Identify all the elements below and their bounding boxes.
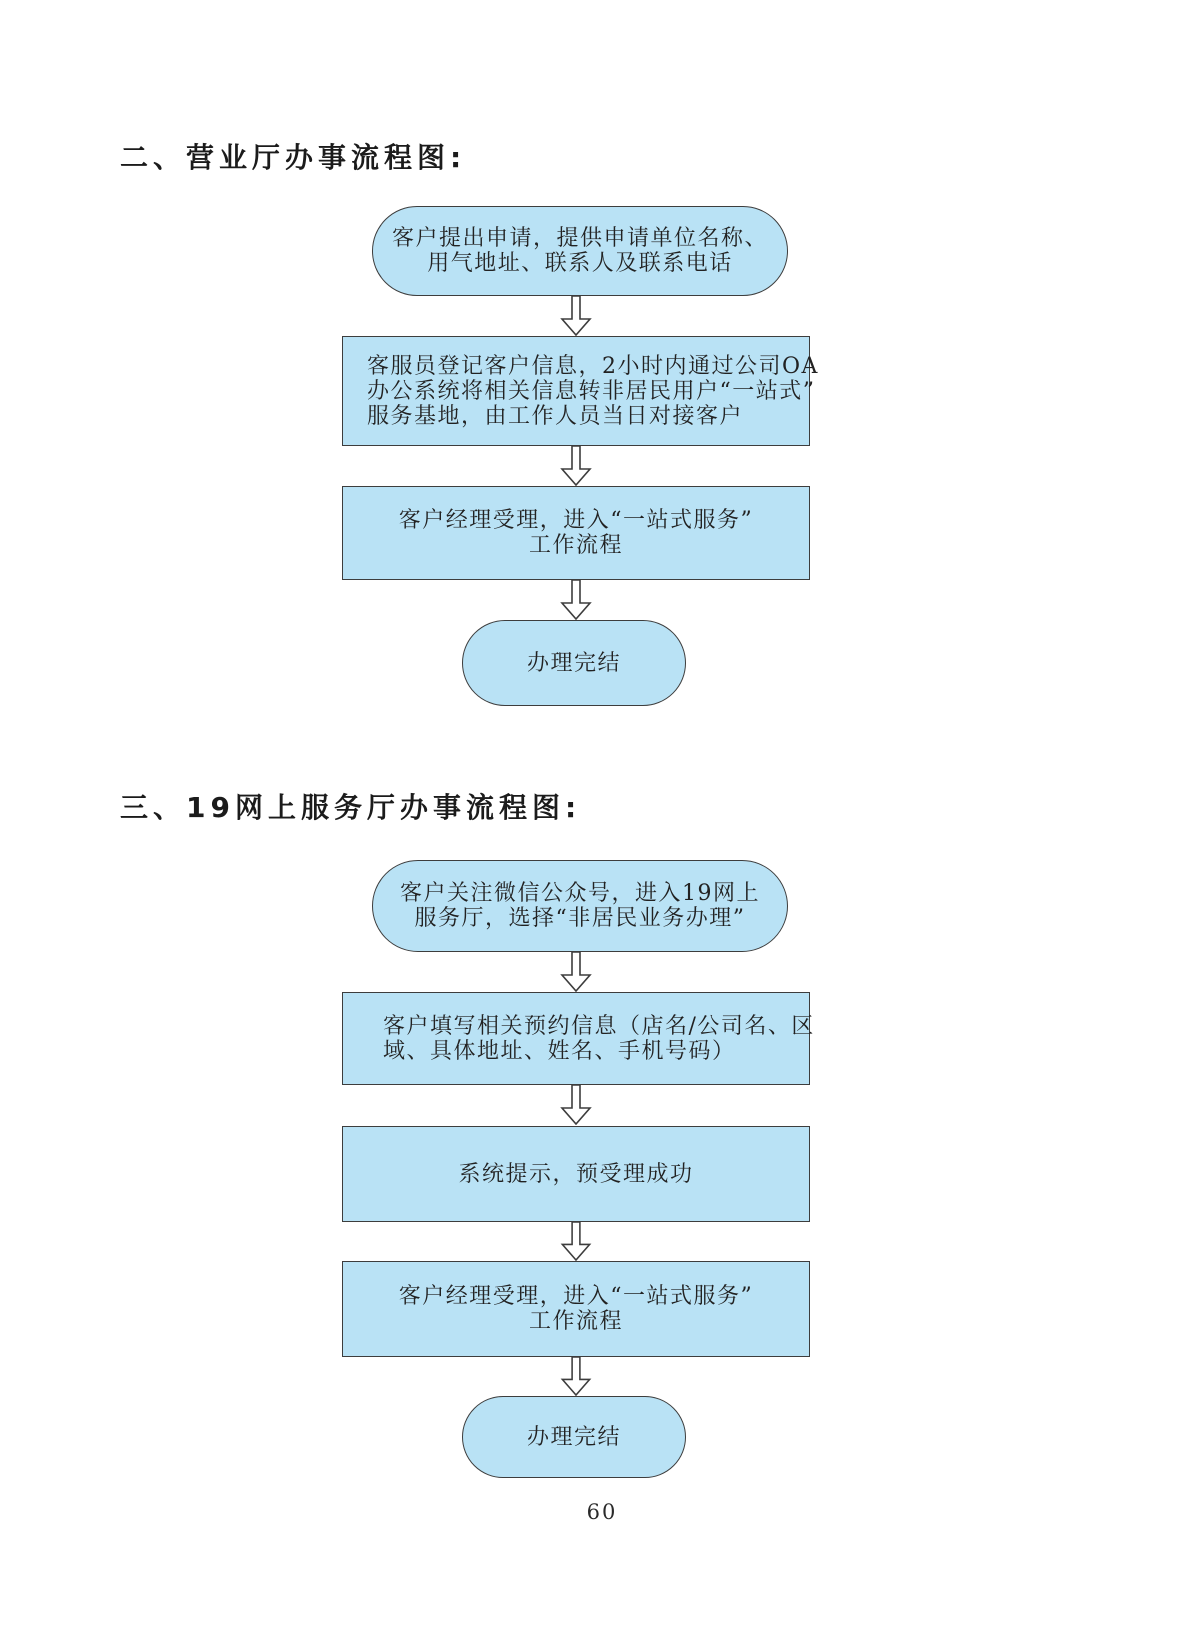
down-arrow-icon (558, 952, 594, 992)
node-text: 办理完结 (526, 1424, 621, 1450)
node-text: 客户经理受理，进入“一站式服务” (398, 1284, 754, 1309)
node-text: 工作流程 (528, 533, 623, 558)
node-text: 工作流程 (528, 1309, 623, 1334)
node-text: 客户提出申请，提供申请单位名称、 (391, 226, 768, 251)
down-arrow-icon (558, 1222, 594, 1261)
node-text: 客户经理受理，进入“一站式服务” (398, 508, 754, 533)
flow2-start-terminator (372, 860, 788, 952)
flow2-step2-process (342, 1126, 810, 1222)
down-arrow-icon (558, 296, 594, 336)
node-text: 客服员登记客户信息，2小时内通过公司OA (367, 353, 819, 379)
down-arrow-icon (558, 1085, 594, 1125)
node-text: 办公系统将相关信息转非居民用户“一站式” (367, 378, 816, 404)
section-title-flow1: 二、营业厅办事流程图: (120, 141, 467, 174)
flow2-end-terminator (462, 1396, 686, 1478)
node-text: 办理完结 (526, 650, 621, 676)
section-title-flow2: 三、19网上服务厅办事流程图: (120, 791, 582, 824)
flow1-step2-process (342, 486, 810, 580)
node-text: 系统提示，预受理成功 (458, 1161, 694, 1187)
flow1-end-terminator (462, 620, 686, 706)
flow1-step1-process (342, 336, 819, 446)
node-text: 服务厅，选择“非居民业务办理” (414, 906, 746, 931)
flow1-start-terminator (372, 206, 788, 296)
down-arrow-icon (558, 1357, 594, 1396)
node-text: 用气地址、联系人及联系电话 (427, 251, 733, 276)
node-text: 服务基地，由工作人员当日对接客户 (367, 403, 744, 429)
node-text: 客户填写相关预约信息（店名/公司名、区 (383, 1013, 815, 1039)
down-arrow-icon (558, 580, 594, 620)
flow2-step3-process (342, 1261, 810, 1357)
page-number: 60 (586, 1500, 618, 1524)
node-text: 客户关注微信公众号，进入19网上 (400, 881, 760, 906)
down-arrow-icon (558, 446, 594, 486)
node-text: 域、具体地址、姓名、手机号码） (383, 1038, 736, 1064)
flow2-step1-process (342, 992, 815, 1085)
